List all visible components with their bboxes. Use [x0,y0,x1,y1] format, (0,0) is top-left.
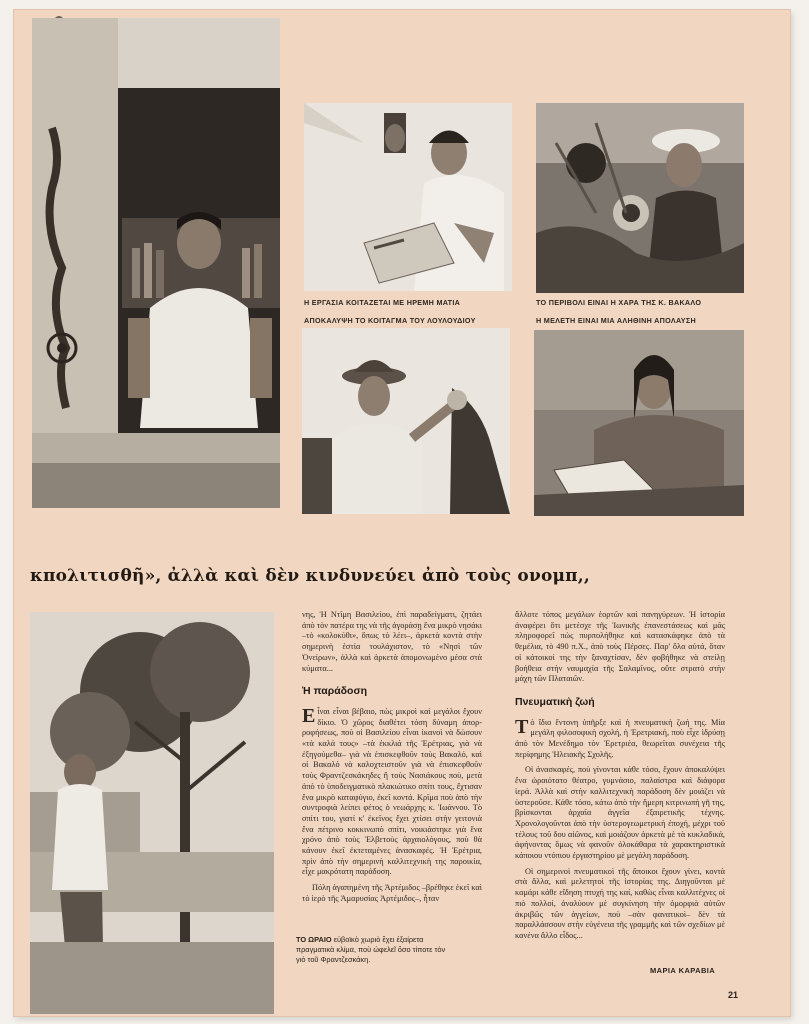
caption-photo-2-top: Η ΕΡΓΑΣΙΑ ΚΟΙΤΑΖΕΤΑΙ ΜΕ ΗΡΕΜΗ ΜΑΤΙΑ [304,298,461,307]
caption-photo-3-top: ΤΟ ΠΕΡΙΒΟΛΙ ΕΙΝΑΙ Η ΧΑΡΑ ΤΗΣ Κ. ΒΑΚΑΛΟ [536,298,702,307]
dropcap-t: Τ [515,715,529,738]
caption-text: εὐβοϊκὸ χωριὸ ἔχει ἐξαίρετα πραγματικὰ κλίμα, ποὺ ὠφελεῖ ὅσο τίποτε τὸν γιὸ τοῦ Φραντζεσκάκη. [296,935,446,964]
photo-man-and-tree [30,612,274,1014]
caption-photo-2-bottom: ΑΠΟΚΑΛΥΨΗ ΤΟ ΚΟΙΤΑΓΜΑ ΤΟΥ ΛΟΥΛΟΥΔΙΟΥ [304,316,476,325]
column-3-paragraph-1: ὸ ἴδιο ἔντονη ὑπῆρξε καὶ ἡ πνευματικὴ ζωή της. Μία μεγάλη φιλοσοφικὴ σχολή, ἡ Ἐρετριακή, ποὺ εἶχε ἱδρύσῃ ἀπὸ τὸν Μενέδημο τὸν Ἐρετριέα, θεωρεῖται συνέχεια τῆς περίφημης Ἠλειακῆς Σχολῆς. [515,717,725,759]
photo-young-man-doorway [32,18,280,508]
column-3-paragraph-0: ἄλλοτε τόπος μεγάλων ἑορτῶν καὶ πανηγύρεων. Ἡ ἱστορία ἀναφέρει ὅτι μετέσχε τῆς Ἰωνικῆς ἐπανεστάσεως καὶ μᾶς πληροφορεῖ πὼς πυρπολήθηκε καὶ κατασκάφηκε ἀπὸ τὰ θεμέλια, τὸ 490 π.Χ., ἀπὸ τοὺς Πέρσες. Παρ' ὅλα αὐτά, ὅταν οἱ κάτοικοί της τὴν ξαναχτίσαν, δὲν φοβήθηκε νὰ στείλῃ βοήθεια στὴν ναυμαχία τῆς Σαλαμῖνος, οὔτε στρατὸ στὴν μάχη τῶν Πλαταιῶν. [515,610,725,684]
section-heading-tradition: Ἡ παράδοση [302,685,368,698]
article-column-2 [302,610,482,910]
column-2-intro: νης, Ἡ Ντῖμη Βασιλείου, ἐπὶ παραδείγματι, ζητάει ἀπὸ τὸν πατέρα της νὰ τῆς ἀγοράσῃ ἕνα μικρὸ νησάκι –τὸ «κολοκύθι», ὅπως τὸ λέει–, ἀρκετὰ κοντὰ στὴν σημερινὴ ἑστία τουλάχιστον, τὸ «Νησὶ τῶν Ὀνείρων», ἀλλὰ καὶ ἀρκετὰ ἀπομονωμένο μέσα στὰ κύματα... [302,610,482,673]
photo-caption-village [296,935,454,965]
article-column-3 [515,610,725,947]
column-3-paragraph-3: Οἱ σημερινοὶ πνευματικοὶ τῆς ἄποικοι ἔχουν γίνει, κοντὰ στὰ ἄλλα, καὶ μελετητοὶ τῆς ἱστορίας της. Διηγοῦνται μὲ καμάρι κάθε εἴδηση πτυχή της καί, καθὼς εἶναι καλλιτέχνες οἱ πιὸ πολλοί, ἀναλύουν μὲ συγκίνηση τὴν ὁμορφιὰ αὐτῶν ἀκριβῶς τῶν ἀγγείων, ποὺ –σὰν φανατικοὶ– δὲν τὰ παραλλάσσουν στὴν εὐγένεια τῆς γραμμῆς καὶ τῶν σχεδίων μὲ κανένα ἄλλο εἶδος... [515,866,725,940]
photo-man-hat-flower [302,328,510,514]
photo-man-reading [304,103,512,291]
caption-photo-3-bottom: Η ΜΕΛΕΤΗ ΕΙΝΑΙ ΜΙΑ ΑΛΗΘΙΝΗ ΑΠΟΛΑΥΣΗ [536,316,696,325]
column-2-paragraph-1: ἶναι εἶναι βέβαιο, πὼς μικροὶ καὶ μεγάλοι ἔχουν δίκιο. Ὁ χῶρος διαθέτει τόση δύναμη ἀπορροφήσεως, ποὺ οἱ Βασιλείου εἶναι ἱκανοὶ νὰ δώσουν «τὰ καλά τους» –τὰ ἐκκλιά τῆς Ἐρέτριας, γιὰ νὰ ἐξηγούμεθα– γιὰ νὰ ἐπισκεφθοῦν τοὺς Βακαλό, καὶ οἱ Βακαλό νὰ καλοχτειστοῦν γιὰ νὰ ἐπισκεφθοῦν τοὺς Φραντζεσκάκηδες ἢ τοὺς Νασιάκους ποὺ, μετὰ ἀπὸ τὸ ὑποδειγματικὸ πλακιώτικο σπίτι τους, ἔχτισαν ἕνα μικρὸ καταφύγιο, ἐκεῖ κοντά. Κρῖμα ποὺ ἀπὸ τὴν συντροφιὰ λείπει φέτος ὁ νεωάρχης κ. Ἰωάννου. Τὸ σπίτι του, γιατί κ' ἐκεῖνος ἔχει χτίσει στὴν γειτονιὰ ἕνα πέτρινο κοκκινωπὸ σπίτι, νοικιάστηκε γιὰ ἕνα χρόνο ἀπὸ τοὺς Ἑλβετοὺς ἀρχαιολόγους, ποὺ θὰ κάνουν ἐκεῖ ἐκτεταμένες ἀνασκαφές. Ἡ Ἐρέτρια, πρὶν ἀπὸ τὴν σημερινὴ καλλιτεχνικὴ της παροικία, εἶχε μακρότατη παράδοση. [302,706,482,877]
dropcap-e: Ε [302,704,316,727]
article-headline: κπολιτισθῆ», ἀλλὰ καὶ δὲν κινδυνεύει ἀπὸ τοὺς ονομπ,, [30,566,591,586]
section-heading-spiritual-life: Πνευματικὴ ζωή [515,695,595,708]
photo-woman-sunflowers [536,103,744,293]
page-number: 21 [728,990,739,1000]
photo-woman-reading [534,330,744,516]
author-signature: ΜΑΡΙΑ ΚΑΡΑΒΙΑ [650,966,716,975]
column-3-paragraph-2: Οἱ ἀνασκαφές, ποὺ γίνονται κάθε τόσο, ἔχουν ἀποκαλύψει ἕνα ὡραιότατο θέατρο, γυμνάσιο, παλαίστρα καὶ διάφορα ἱερά. Ἀλλὰ καὶ στὴν καλλιτεχνικὴ παράδοση δὲν μοιάζει νὰ ὑστεροῦσε. Κάθε τόσο, κάτω ἀπὸ τὴν ἥμερη κιτρινωπὴ γῆ της, βρίσκονται ἀρχαῖα ἀγγεῖα ἐξαιρετικῆς τέχνης. Χρονολογοῦνται ἀπὸ τὴν ὑστερογεωμετρικὴ ἐποχή, μέχρι τοῦ τέλους τοῦ δου αἰῶνος, καὶ μοιάζουν ἀρκετὰ μὲ τὰ κυκλαδικά, ἀφήνοντας ὅμως νὰ φανοῦν ὁλοκάθαρα τὰ χαρακτηριστικὰ κάποιου ντόπιου ἐργαστηρίου μὲ μεγάλη παράδοση. [515,765,725,861]
caption-lead: ΤΟ ΩΡΑΙΟ [296,935,332,944]
column-2-paragraph-2: Πόλη ἀγαπημένη τῆς Ἀρτέμιδος –βρέθηκε ἐκεῖ καὶ τὸ ἱερὸ τῆς Ἀμαρυσίας Ἀρτέμιδος–, ἦταν [302,883,482,903]
